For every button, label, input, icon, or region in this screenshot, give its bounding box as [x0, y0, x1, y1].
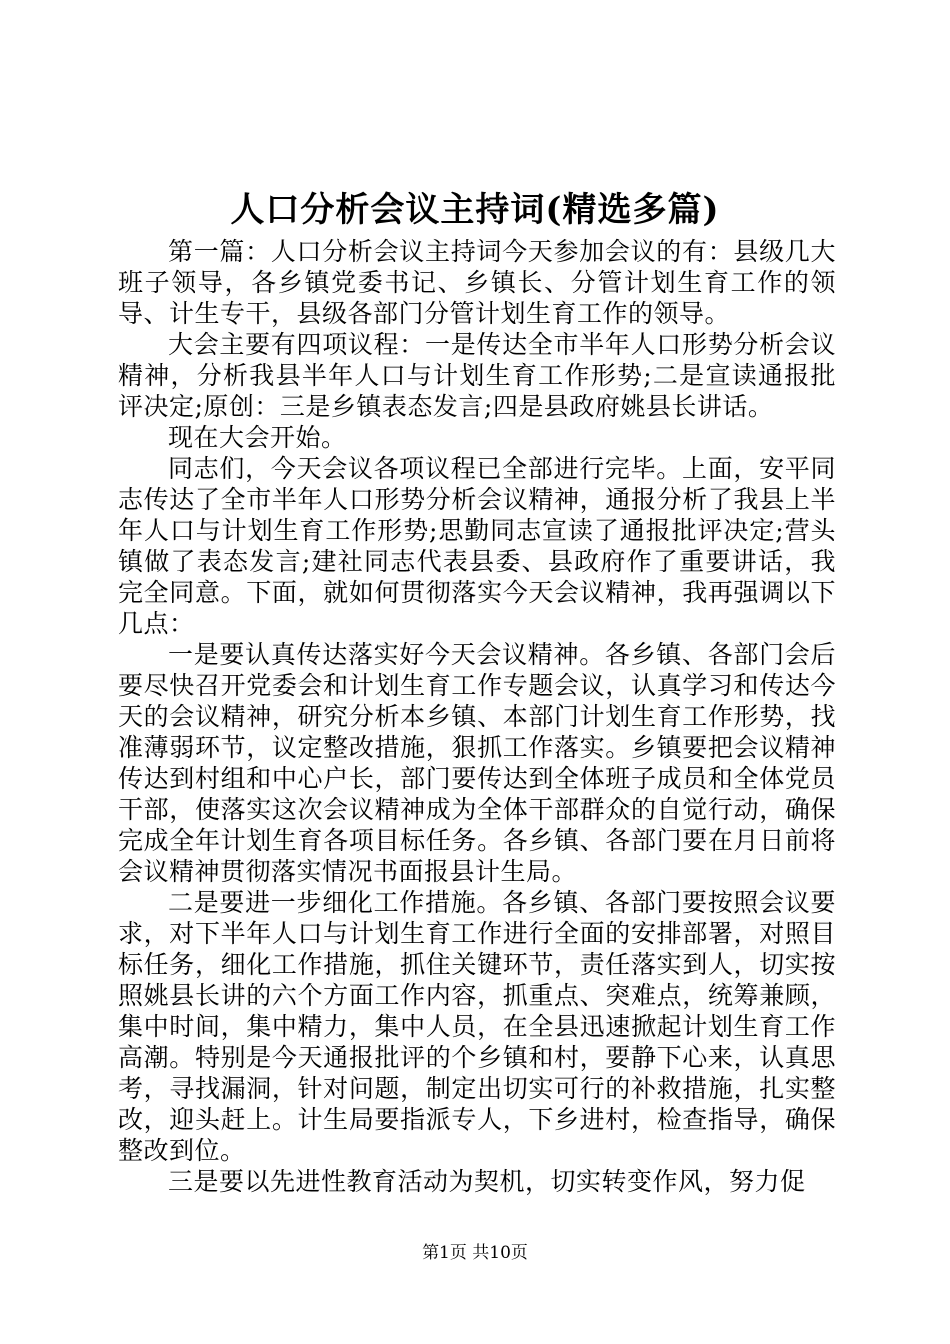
paragraph-1: 第一篇：人口分析会议主持词今天参加会议的有：县级几大班子领导，各乡镇党委书记、乡镇长、分管计划生育工作的领导、计生专干，县级各部门分管计划生育工作的领导。	[118, 237, 836, 328]
paragraph-2: 大会主要有四项议程：一是传达全市半年人口形势分析会议精神，分析我县半年人口与计划生育工作形势;二是宣读通报批评决定;原创：三是乡镇表态发言;四是县政府姚县长讲话。	[118, 330, 836, 421]
paragraph-3: 现在大会开始。	[168, 423, 347, 452]
paragraph-5: 一是要认真传达落实好今天会议精神。各乡镇、各部门会后要尽快召开党委会和计划生育工作专题会议，认真学习和传达今天的会议精神，研究分析本乡镇、本部门计划生育工作形势，找准薄弱环节，议定整改措施，狠抓工作落实。乡镇要把会议精神传达到村组和中心户长，部门要传达到全体班子成员和全体党员干部，使落实这次会议精神成为全体干部群众的自觉行动，确保完成全年计划生育各项目标任务。各乡镇、各部门要在月日前将会议精神贯彻落实情况书面报县计生局。	[118, 640, 836, 886]
paragraph-7: 三是要以先进性教育活动为契机，切实转变作风，努力促	[168, 1167, 806, 1196]
document-body	[118, 236, 836, 1197]
paragraph-4: 同志们，今天会议各项议程已全部进行完毕。上面，安平同志传达了全市半年人口形势分析会议精神，通报分析了我县上半年人口与计划生育工作形势;思勤同志宣读了通报批评决定;营头镇做了表态发言;建社同志代表县委、县政府作了重要讲话，我完全同意。下面，就如何贯彻落实今天会议精神，我再强调以下几点：	[118, 454, 836, 638]
document-title: 人口分析会议主持词(精选多篇)	[230, 190, 720, 230]
paragraph-6: 二是要进一步细化工作措施。各乡镇、各部门要按照会议要求，对下半年人口与计划生育工作进行全面的安排部署，对照目标任务，细化工作措施，抓住关键环节，责任落实到人，切实按照姚县长讲的六个方面工作内容，抓重点、突难点，统筹兼顾，集中时间，集中精力，集中人员，在全县迅速掀起计划生育工作高潮。特别是今天通报批评的个乡镇和村，要静下心来，认真思考，寻找漏洞，针对问题，制定出切实可行的补救措施，扎实整改，迎头赶上。计生局要指派专人，下乡进村，检查指导，确保整改到位。	[118, 888, 836, 1165]
page-number-footer: 第1页 共10页	[422, 1243, 528, 1263]
